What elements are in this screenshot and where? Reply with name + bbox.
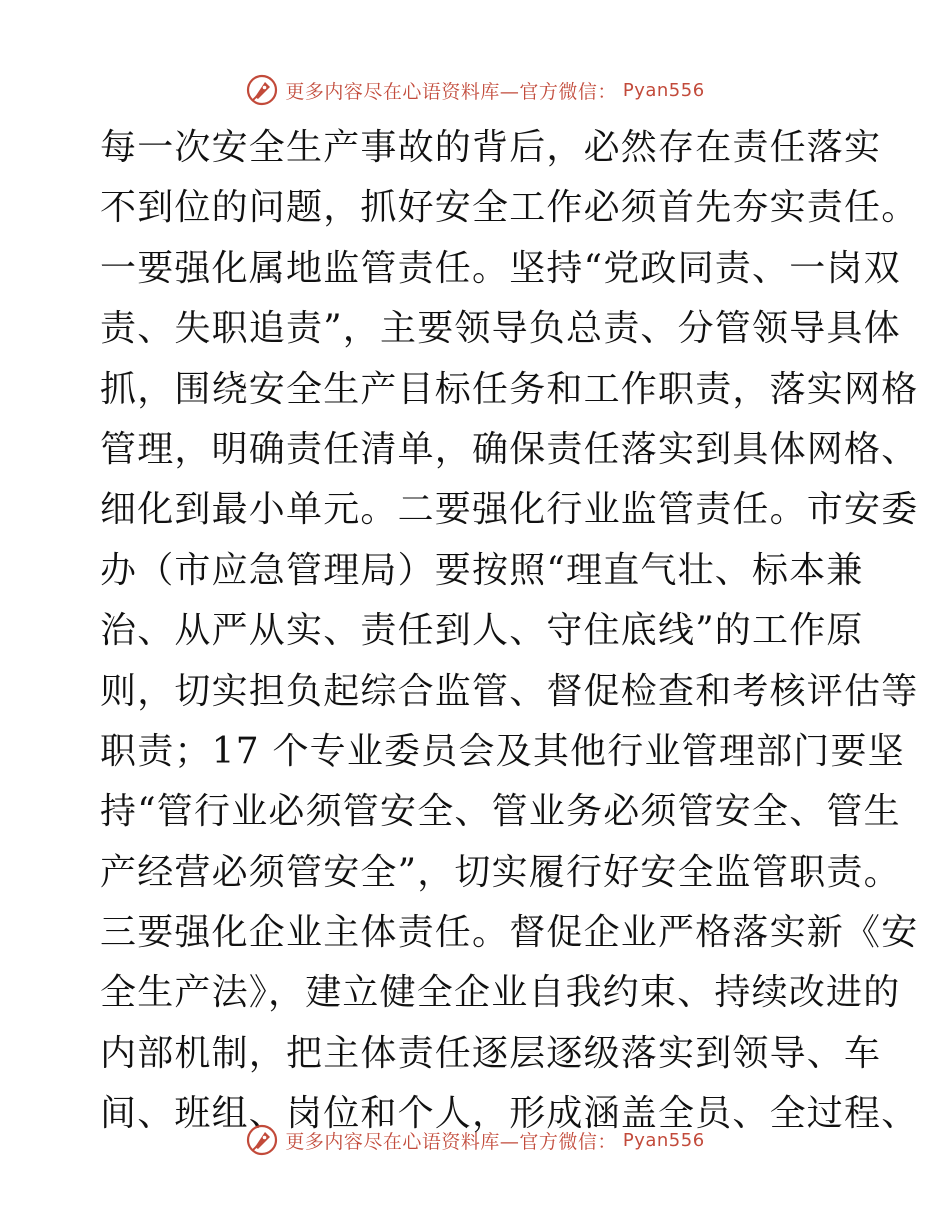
pen-nib-logo-icon [245, 73, 279, 107]
body-line: 三要强化企业主体责任。督促企业严格落实新《安 [100, 912, 919, 954]
body-line: 治、从严从实、责任到人、守住底线”的工作原 [100, 610, 864, 652]
header-banner-text: 更多内容尽在心语资料库—官方微信： [285, 80, 617, 103]
pen-nib-logo-icon [245, 1123, 279, 1157]
body-line: 抓，围绕安全生产目标任务和工作职责，落实网格 [100, 368, 919, 410]
body-line: 产经营必须管安全”，切实履行好安全监管职责。 [100, 851, 901, 893]
body-line: 责、失职追责”，主要领导负总责、分管领导具体 [100, 308, 901, 350]
footer-banner-inner [245, 1123, 704, 1157]
footer-banner [0, 1120, 950, 1160]
header-banner [0, 70, 950, 110]
body-line: 管理，明确责任清单，确保责任落实到具体网格、 [100, 428, 919, 470]
header-banner-account: Pyan556 [622, 79, 705, 101]
body-line: 内部机制，把主体责任逐层逐级落实到领导、车 [100, 1032, 882, 1074]
body-line: 不到位的问题，抓好安全工作必须首先夯实责任。 [100, 187, 919, 229]
body-line: 间、班组、岗位和个人，形成涵盖全员、全过程、 [100, 1093, 919, 1135]
body-line: 则，切实担负起综合监管、督促检查和考核评估等 [100, 670, 919, 712]
body-line: 细化到最小单元。二要强化行业监管责任。市安委 [100, 489, 919, 531]
header-banner-inner [245, 73, 704, 107]
body-line: 办（市应急管理局）要按照“理直气壮、标本兼 [100, 549, 864, 591]
document-body [100, 118, 919, 1145]
body-line: 一要强化属地监管责任。坚持“党政同责、一岗双 [100, 247, 901, 289]
body-line: 全生产法》，建立健全企业自我约束、持续改进的 [100, 972, 901, 1014]
body-line: 职责；17 个专业委员会及其他行业管理部门要坚 [100, 730, 905, 772]
footer-banner-account: Pyan556 [622, 1129, 705, 1151]
body-line: 持“管行业必须管安全、管业务必须管安全、管生 [100, 791, 901, 833]
footer-banner-text: 更多内容尽在心语资料库—官方微信： [285, 1130, 617, 1153]
body-line: 每一次安全生产事故的背后，必然存在责任落实 [100, 127, 882, 168]
